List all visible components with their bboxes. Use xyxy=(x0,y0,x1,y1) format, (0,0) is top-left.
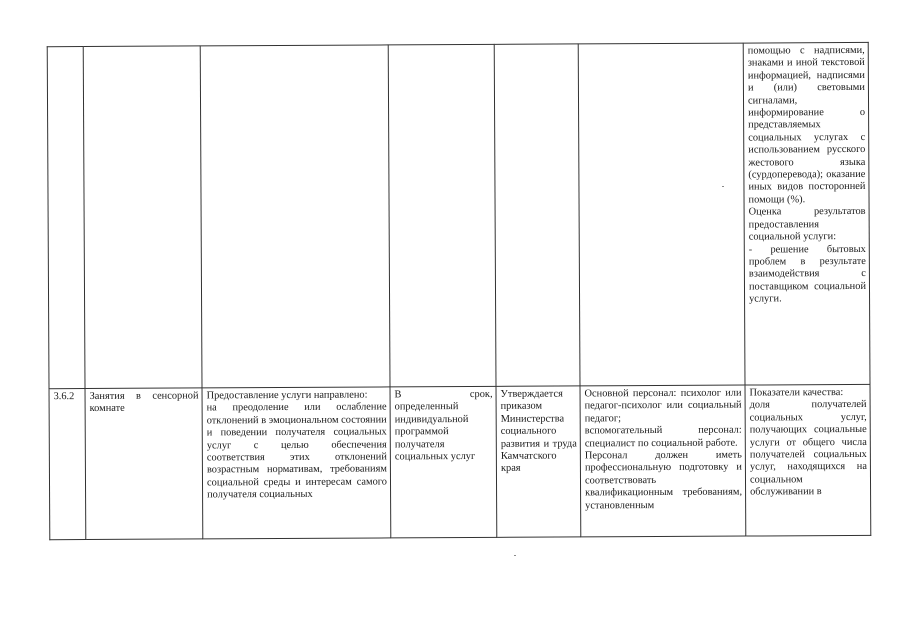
cell-quality-indicators xyxy=(743,42,870,385)
cell-term xyxy=(388,44,496,387)
service-term: В срок, определенный индивидуальной программой получателя социальных услуг xyxy=(394,388,493,463)
cell-staff xyxy=(580,385,746,537)
service-description: Предоставление услуги направлено: на преодоление или ослабление отклонений в эмоциональном состоянии и поведении получателя социальных услуг с целью обеспечения соответствия этих отклонений возрастным нормативам, требованиям социальной среды и интересам самого получателя социальных xyxy=(206,389,388,501)
scan-speck xyxy=(722,186,724,187)
cell-number xyxy=(47,47,85,389)
cell-tariff xyxy=(496,386,581,537)
cell-term xyxy=(390,386,497,538)
cell-staff xyxy=(578,43,745,386)
service-name: Занятия в сенсорной комнате xyxy=(89,390,199,415)
cell-description xyxy=(200,45,390,388)
cell-quality-indicators xyxy=(745,384,871,536)
service-staff: Основной персонал: психолог или педагог-психолог или социальный педагог; вспомогательный персонал: специалист по социальной работе. Персонал должен иметь профессиональную подготовку и соответствовать квалификационным требованиям, установленным xyxy=(584,387,743,512)
service-tariff: Утверждается приказом Министерства социального развития и труда Камчатского края xyxy=(500,388,577,475)
cell-tariff xyxy=(494,44,580,386)
table-row xyxy=(49,384,871,539)
cell-number xyxy=(49,389,86,540)
service-indicators: Показатели качества: доля получателей социальных услуг, получающих социальные услуги от общего числа получателей социальных услуг, находящихся на социальном обслуживании в xyxy=(749,387,867,498)
cell-service-name xyxy=(85,388,203,540)
scan-speck xyxy=(514,555,516,556)
services-table xyxy=(47,42,872,540)
quality-indicators-text: помощью с надписями, знаками и иной текстовой информацией, надписями и (или) световыми сигналами, информирование о представляемых социальных услугах с использованием русского жестового языка (сурдоперевода); оказание иных видов посторонней помощи (%). Оценка результатов предоставления социальной услуги: - решение бытовых проблем в результате взаимодействия с поставщиком социальной услуги. xyxy=(747,44,867,305)
service-number: 3.6.2 xyxy=(53,391,75,403)
table-row-continued xyxy=(47,42,870,388)
cell-service-name xyxy=(83,46,202,389)
cell-description xyxy=(202,387,391,539)
